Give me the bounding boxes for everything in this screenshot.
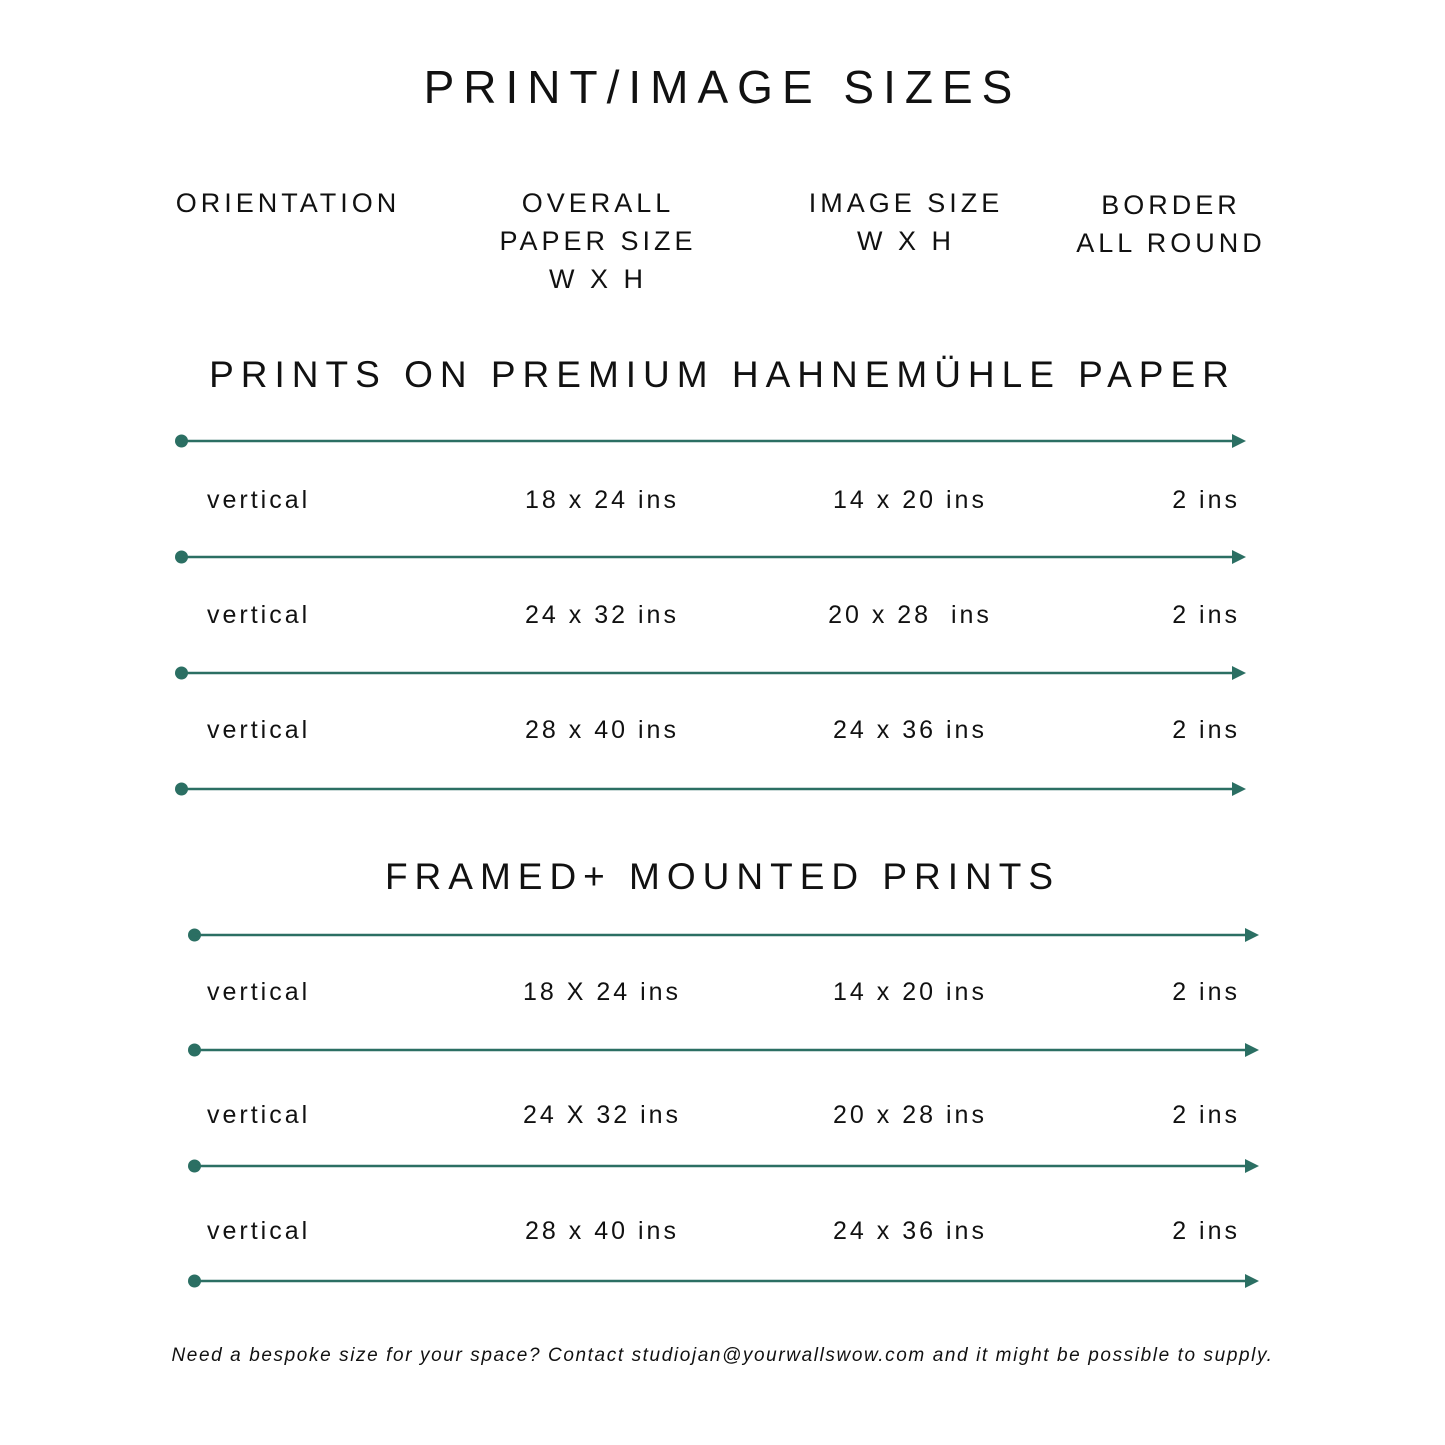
- row-paper-size: 24 x 32 ins: [525, 601, 679, 629]
- header-orientation: ORIENTATION: [175, 188, 401, 218]
- row-border: 2 ins: [1172, 1101, 1240, 1129]
- header-overall-paper-size: OVERALL PAPER SIZE W X H: [499, 188, 697, 294]
- page-title: PRINT/IMAGE SIZES: [423, 61, 1022, 113]
- row-paper-size: 24 X 32 ins: [522, 1101, 682, 1129]
- section-title-hahnemuhle: PRINTS ON PREMIUM HAHNEMÜHLE PAPER: [209, 354, 1236, 395]
- row-divider-arrow: [174, 665, 1249, 681]
- row-image-size: 14 x 20 ins: [833, 486, 987, 514]
- row-border: 2 ins: [1172, 486, 1240, 514]
- row-orientation: vertical: [207, 601, 311, 629]
- row-image-size: 24 x 36 ins: [833, 1217, 987, 1245]
- row-image-size: 20 x 28 ins: [828, 601, 992, 629]
- row-divider-arrow: [174, 433, 1249, 449]
- row-border: 2 ins: [1172, 716, 1240, 744]
- row-orientation: vertical: [207, 486, 311, 514]
- row-image-size: 20 x 28 ins: [833, 1101, 987, 1129]
- row-image-size: 14 x 20 ins: [833, 978, 987, 1006]
- row-orientation: vertical: [207, 716, 311, 744]
- row-divider-arrow: [187, 927, 1262, 943]
- row-image-size: 24 x 36 ins: [833, 716, 987, 744]
- row-paper-size: 28 x 40 ins: [525, 1217, 679, 1245]
- row-orientation: vertical: [207, 978, 311, 1006]
- row-divider-arrow: [187, 1273, 1262, 1289]
- row-paper-size: 28 x 40 ins: [525, 716, 679, 744]
- row-border: 2 ins: [1172, 978, 1240, 1006]
- row-divider-arrow: [187, 1042, 1262, 1058]
- row-border: 2 ins: [1172, 1217, 1240, 1245]
- bespoke-size-footnote: Need a bespoke size for your space? Contact studiojan@yourwallswow.com and it might be possible to supply.: [171, 1345, 1274, 1366]
- row-orientation: vertical: [207, 1101, 311, 1129]
- row-divider-arrow: [187, 1158, 1262, 1174]
- row-paper-size: 18 x 24 ins: [525, 486, 679, 514]
- row-divider-arrow: [174, 549, 1249, 565]
- row-orientation: vertical: [207, 1217, 311, 1245]
- row-border: 2 ins: [1172, 601, 1240, 629]
- section-title-framed-mounted: FRAMED+ MOUNTED PRINTS: [384, 856, 1061, 897]
- row-paper-size: 18 X 24 ins: [522, 978, 682, 1006]
- row-divider-arrow: [174, 781, 1249, 797]
- header-image-size: IMAGE SIZE W X H: [808, 188, 1004, 256]
- header-border-all-round: BORDER ALL ROUND: [1076, 190, 1266, 258]
